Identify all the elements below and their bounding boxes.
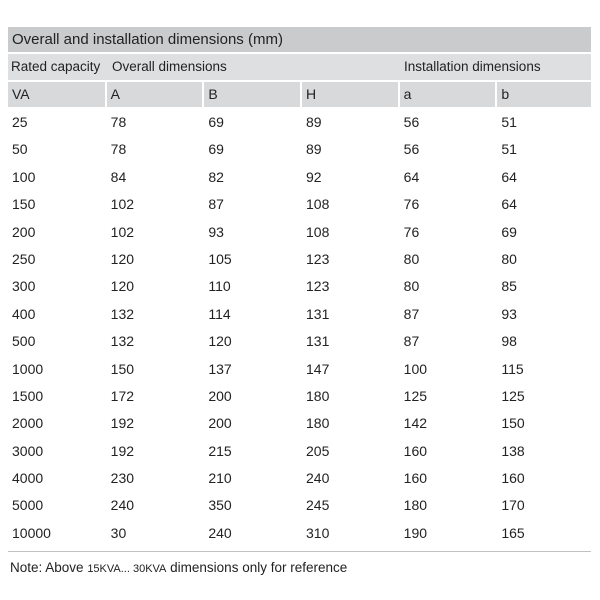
- table-cell-va: 300: [12, 278, 36, 295]
- table-cell-b-lower: 165: [501, 524, 525, 541]
- table-cell-h: 180: [306, 387, 330, 404]
- table-cell-h: 89: [306, 114, 322, 130]
- table-cell-b-lower: 69: [501, 223, 517, 240]
- table-cell-va: 4000: [12, 470, 44, 487]
- table-cell-va: 1500: [12, 387, 44, 404]
- table-cell-a-upper: 192: [110, 415, 135, 432]
- note-suffix: dimensions only for reference: [166, 560, 348, 576]
- table-cell-h: 180: [306, 415, 330, 432]
- table-cell-b-upper: 87: [208, 196, 224, 213]
- table-cell-a-lower: 160: [403, 442, 428, 459]
- table-cell-va: 2000: [12, 415, 44, 432]
- table-cell-a-lower: 87: [403, 305, 420, 322]
- reference-note: [8, 560, 591, 575]
- column-header-b-lower: b: [497, 82, 591, 107]
- table-row: [8, 273, 591, 300]
- table-cell-h: 123: [306, 278, 330, 295]
- table-cell-va: 200: [12, 223, 36, 240]
- table-cell-a-lower: 56: [403, 141, 420, 158]
- table-cell-b-lower: 138: [501, 442, 525, 459]
- table-cell-h: 147: [306, 360, 330, 377]
- table-row: [8, 383, 591, 410]
- table-cell-b-lower: 125: [501, 387, 525, 404]
- table-cell-a-upper: 150: [110, 360, 135, 377]
- table-cell-a-lower: 76: [403, 196, 420, 213]
- table-row: [8, 109, 591, 136]
- table-cell-va: 100: [12, 168, 36, 185]
- table-cell-va: 3000: [12, 442, 44, 459]
- group-header-rated-capacity: Rated capacity: [8, 54, 107, 80]
- table-cell-b-lower: 150: [501, 415, 525, 432]
- table-cell-h: 205: [306, 442, 330, 459]
- table-cell-a-upper: 132: [110, 333, 135, 350]
- table-cell-h: 310: [306, 524, 330, 541]
- table-cell-a-lower: 180: [403, 497, 428, 514]
- table-cell-b-lower: 85: [501, 278, 517, 295]
- table-cell-a-upper: 78: [110, 141, 127, 158]
- note-range: 15KVA... 30KVA: [87, 563, 167, 576]
- table-cell-a-upper: 240: [110, 497, 135, 514]
- table-cell-b-lower: 115: [501, 360, 524, 377]
- table-cell-b-upper: 210: [208, 470, 232, 487]
- column-header-va: VA: [8, 82, 105, 107]
- table-cell-b-lower: 93: [501, 305, 517, 322]
- table-cell-a-lower: 160: [403, 470, 428, 487]
- table-bottom-divider: [8, 551, 591, 552]
- column-header-h: H: [302, 82, 398, 107]
- table-cell-b-lower: 51: [501, 114, 517, 130]
- table-cell-va: 400: [12, 305, 36, 322]
- table-body: [8, 109, 591, 547]
- table-cell-a-upper: 78: [110, 114, 127, 130]
- group-header-row: [8, 54, 591, 80]
- table-row: [8, 356, 591, 383]
- table-cell-h: 123: [306, 250, 330, 267]
- table-cell-b-upper: 93: [208, 223, 224, 240]
- table-cell-a-upper: 30: [110, 524, 127, 541]
- table-cell-a-lower: 80: [403, 278, 420, 295]
- table-cell-h: 245: [306, 497, 330, 514]
- table-row: [8, 191, 591, 218]
- table-row: [8, 301, 591, 328]
- table-cell-a-upper: 192: [110, 442, 135, 459]
- table-cell-a-upper: 230: [110, 470, 135, 487]
- group-header-installation-dimensions: Installation dimensions: [401, 54, 591, 80]
- table-cell-b-upper: 120: [208, 333, 232, 350]
- table-cell-b-upper: 215: [208, 442, 232, 459]
- table-cell-va: 500: [12, 333, 36, 350]
- table-cell-b-upper: 350: [208, 497, 232, 514]
- table-cell-a-upper: 132: [110, 305, 135, 322]
- table-cell-b-lower: 64: [501, 168, 517, 185]
- table-cell-b-upper: 240: [208, 524, 232, 541]
- table-cell-b-upper: 200: [208, 387, 232, 404]
- table-cell-a-upper: 102: [110, 196, 135, 213]
- column-header-row: [8, 82, 591, 107]
- table-cell-b-upper: 114: [208, 305, 231, 322]
- table-cell-va: 1000: [12, 360, 44, 377]
- table-cell-h: 108: [306, 223, 330, 240]
- table-cell-b-lower: 170: [501, 497, 525, 514]
- table-cell-b-upper: 82: [208, 168, 224, 185]
- table-cell-va: 25: [12, 114, 28, 130]
- table-cell-a-upper: 172: [110, 387, 135, 404]
- table-cell-b-lower: 98: [501, 333, 517, 350]
- table-cell-b-upper: 69: [208, 141, 224, 158]
- table-cell-b-upper: 105: [208, 250, 232, 267]
- table-cell-a-upper: 120: [110, 250, 135, 267]
- table-cell-va: 10000: [12, 524, 51, 541]
- table-row: [8, 492, 591, 519]
- table-cell-a-lower: 190: [403, 524, 428, 541]
- table-cell-b-lower: 80: [501, 250, 517, 267]
- note-prefix: Note: Above: [10, 560, 88, 576]
- table-cell-va: 5000: [12, 497, 44, 514]
- table-cell-a-lower: 100: [403, 360, 428, 377]
- table-cell-b-upper: 69: [208, 114, 224, 130]
- table-cell-a-lower: 87: [403, 333, 420, 350]
- table-cell-b-lower: 51: [501, 141, 517, 158]
- table-cell-b-lower: 160: [501, 470, 525, 487]
- table-cell-h: 92: [306, 168, 322, 185]
- table-row: [8, 136, 591, 163]
- table-cell-a-lower: 56: [403, 114, 420, 130]
- column-header-a-upper: A: [107, 82, 203, 107]
- table-cell-va: 150: [12, 196, 36, 213]
- column-header-b-upper: B: [204, 82, 300, 107]
- table-cell-h: 131: [306, 305, 330, 322]
- table-cell-a-lower: 80: [403, 250, 420, 267]
- table-cell-a-upper: 84: [110, 168, 127, 185]
- table-cell-b-upper: 200: [208, 415, 232, 432]
- table-row: [8, 219, 591, 246]
- table-cell-b-lower: 64: [501, 196, 517, 213]
- column-header-a-lower: a: [400, 82, 496, 107]
- table-row: [8, 164, 591, 191]
- table-cell-a-lower: 125: [403, 387, 428, 404]
- table-cell-b-upper: 110: [208, 278, 231, 295]
- table-row: [8, 328, 591, 355]
- table-cell-h: 240: [306, 470, 330, 487]
- table-cell-a-lower: 142: [403, 415, 428, 432]
- table-cell-h: 108: [306, 196, 330, 213]
- table-title: Overall and installation dimensions (mm): [8, 27, 591, 52]
- table-cell-a-upper: 120: [110, 278, 135, 295]
- table-row: [8, 438, 591, 465]
- table-cell-a-lower: 64: [403, 168, 420, 185]
- group-header-overall-dimensions: Overall dimensions: [109, 54, 399, 80]
- dimensions-table-document: [8, 27, 591, 575]
- table-cell-a-lower: 76: [403, 223, 420, 240]
- table-cell-b-upper: 137: [208, 360, 232, 377]
- table-row: [8, 465, 591, 492]
- table-cell-va: 250: [12, 250, 36, 267]
- table-cell-h: 131: [306, 333, 330, 350]
- table-cell-va: 50: [12, 141, 28, 158]
- table-cell-a-upper: 102: [110, 223, 135, 240]
- table-cell-h: 89: [306, 141, 322, 158]
- table-row: [8, 520, 591, 547]
- table-row: [8, 410, 591, 437]
- table-row: [8, 246, 591, 273]
